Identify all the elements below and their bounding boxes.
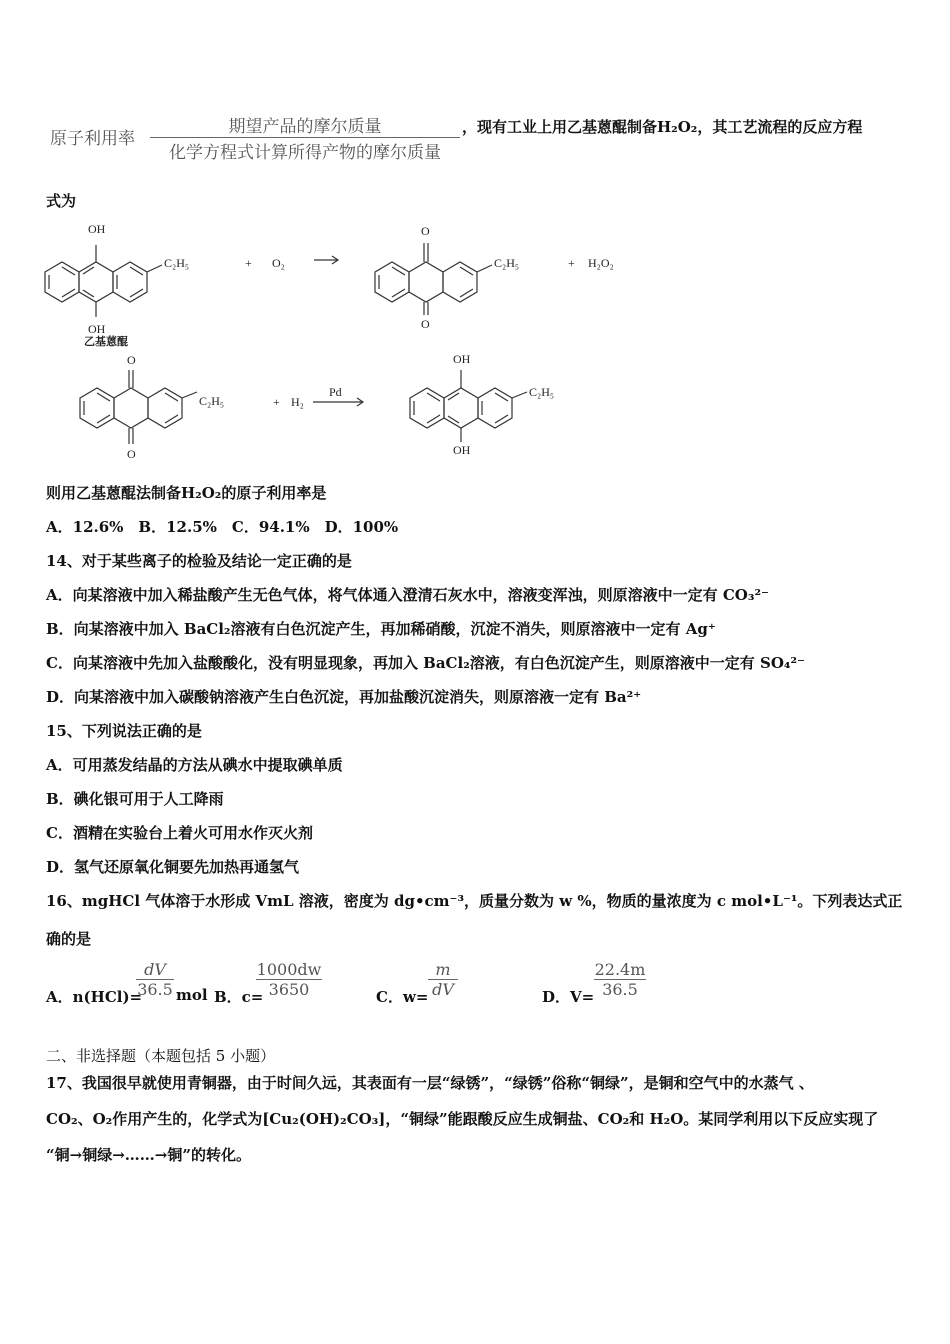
fraction-denominator: 36.5 (602, 980, 638, 999)
q17-line-2: CO₂、O₂作用产生的，化学式为[Cu₂(OH)₂CO₃]，“铜绿”能跟酸反应生成铜盐、CO₂和 H₂O。某同学利用以下反应实现了 (46, 1110, 879, 1128)
compound-name: 乙基蒽醌 (84, 336, 128, 348)
intro-fraction (150, 112, 460, 163)
oxygen-label: O₂ (272, 256, 285, 270)
quinone-o-top: O (127, 353, 136, 367)
quinone-o-bottom: O (127, 447, 136, 461)
oh-bottom-label: OH (453, 443, 471, 457)
fraction-denominator: 36.5 (137, 980, 173, 999)
q14-stem: 14、对于某些离子的检验及结论一定正确的是 (46, 552, 352, 570)
plus-sign: + (245, 256, 252, 270)
reaction-2-diagram (75, 350, 615, 462)
q15-option-b: B．碘化银可用于人工降雨 (46, 790, 224, 808)
catalyst-label: Pd (329, 385, 342, 399)
q13-stem: 则用乙基蒽醌法制备H₂O₂的原子利用率是 (46, 484, 327, 502)
q15-option-a: A．可用蒸发结晶的方法从碘水中提取碘单质 (46, 756, 343, 774)
oh-top-label: OH (88, 222, 106, 236)
ethyl-label: C₂H₅ (199, 394, 225, 408)
q16-option-d-label: D．V= (542, 988, 595, 1006)
plus-sign: + (568, 256, 575, 270)
section-heading: 二、非选择题（本题包括 5 小题） (46, 1047, 276, 1065)
q13-options: A．12.6% B．12.5% C．94.1% D．100% (46, 518, 399, 536)
q16-option-d-fraction (594, 960, 646, 999)
q17-line-3: “铜→铜绿→……→铜”的转化。 (46, 1146, 251, 1164)
q16-option-a-label: A．n(HCl)= (46, 988, 143, 1006)
intro-tail: ，现有工业上用乙基蒽醌制备H₂O₂，其工艺流程的反应方程 (462, 118, 863, 136)
oh-top-label: OH (453, 352, 471, 366)
intro-prefix: 原子利用率 (50, 129, 135, 149)
q14-option-d: D．向某溶液中加入碳酸钠溶液产生白色沉淀，再加盐酸沉淀消失，则原溶液一定有 Ba²⁺ (46, 688, 642, 706)
ethyl-label: C₂H₅ (164, 256, 190, 270)
hydrogen-label: H₂ (291, 395, 304, 409)
fraction-numerator: dV (144, 960, 166, 979)
fraction-numerator: 1000dw (256, 960, 322, 979)
q14-option-a: A．向某溶液中加入稀盐酸产生无色气体，将气体通入澄清石灰水中，溶液变浑浊，则原溶液中一定有 CO₃²⁻ (46, 586, 769, 604)
q16-stem: 16、mgHCl 气体溶于水形成 VmL 溶液，密度为 dg•cm⁻³，质量分数为 w %，物质的量浓度为 c mol•L⁻¹。下列表达式正 (46, 892, 903, 910)
q16-option-c-fraction (428, 960, 458, 999)
fraction-denominator: 化学方程式计算所得产物的摩尔质量 (169, 143, 441, 163)
reaction-1-diagram (40, 215, 640, 350)
q16-option-b-label: B．c= (214, 988, 264, 1006)
q16-continuation: 确的是 (46, 930, 92, 948)
intro-continuation: 式为 (46, 192, 77, 210)
fraction-denominator: dV (432, 980, 454, 999)
q14-option-c: C．向某溶液中先加入盐酸酸化，没有明显现象，再加入 BaCl₂溶液，有白色沉淀产生，则原溶液中一定有 SO₄²⁻ (46, 654, 805, 672)
h2o2-label: H₂O₂ (588, 256, 614, 270)
q15-option-c: C．酒精在实验台上着火可用水作灭火剂 (46, 824, 313, 842)
fraction-numerator: m (435, 960, 451, 979)
q14-option-b: B．向某溶液中加入 BaCl₂溶液有白色沉淀产生，再加稀硝酸，沉淀不消失，则原溶液中一定有 Ag⁺ (46, 620, 716, 638)
quinone-o-top: O (421, 224, 430, 238)
fraction-numerator: 22.4m (594, 960, 646, 979)
q15-option-d: D．氢气还原氧化铜要先加热再通氢气 (46, 858, 300, 876)
q16-option-a-unit: mol (176, 986, 208, 1004)
q16-options (46, 958, 906, 1010)
q17-line-1: 17、我国很早就使用青铜器，由于时间久远，其表面有一层“绿锈”，“绿锈”俗称“铜绿”，是铜和空气中的水蒸气 、 (46, 1074, 814, 1092)
product-ethyl-label: C₂H₅ (529, 385, 555, 399)
intro-formula (46, 112, 906, 172)
fraction-denominator: 3650 (268, 980, 310, 999)
q16-option-c-label: C．w= (376, 988, 429, 1006)
fraction-numerator: 期望产品的摩尔质量 (228, 117, 382, 137)
quinone-o-bottom: O (421, 317, 430, 331)
q16-option-a-fraction (136, 960, 174, 999)
q15-stem: 15、下列说法正确的是 (46, 722, 202, 740)
plus-sign: + (273, 395, 280, 409)
oh-bottom-label: OH (88, 322, 106, 336)
q16-option-b-fraction (256, 960, 322, 999)
product-ethyl-label: C₂H₅ (494, 256, 520, 270)
